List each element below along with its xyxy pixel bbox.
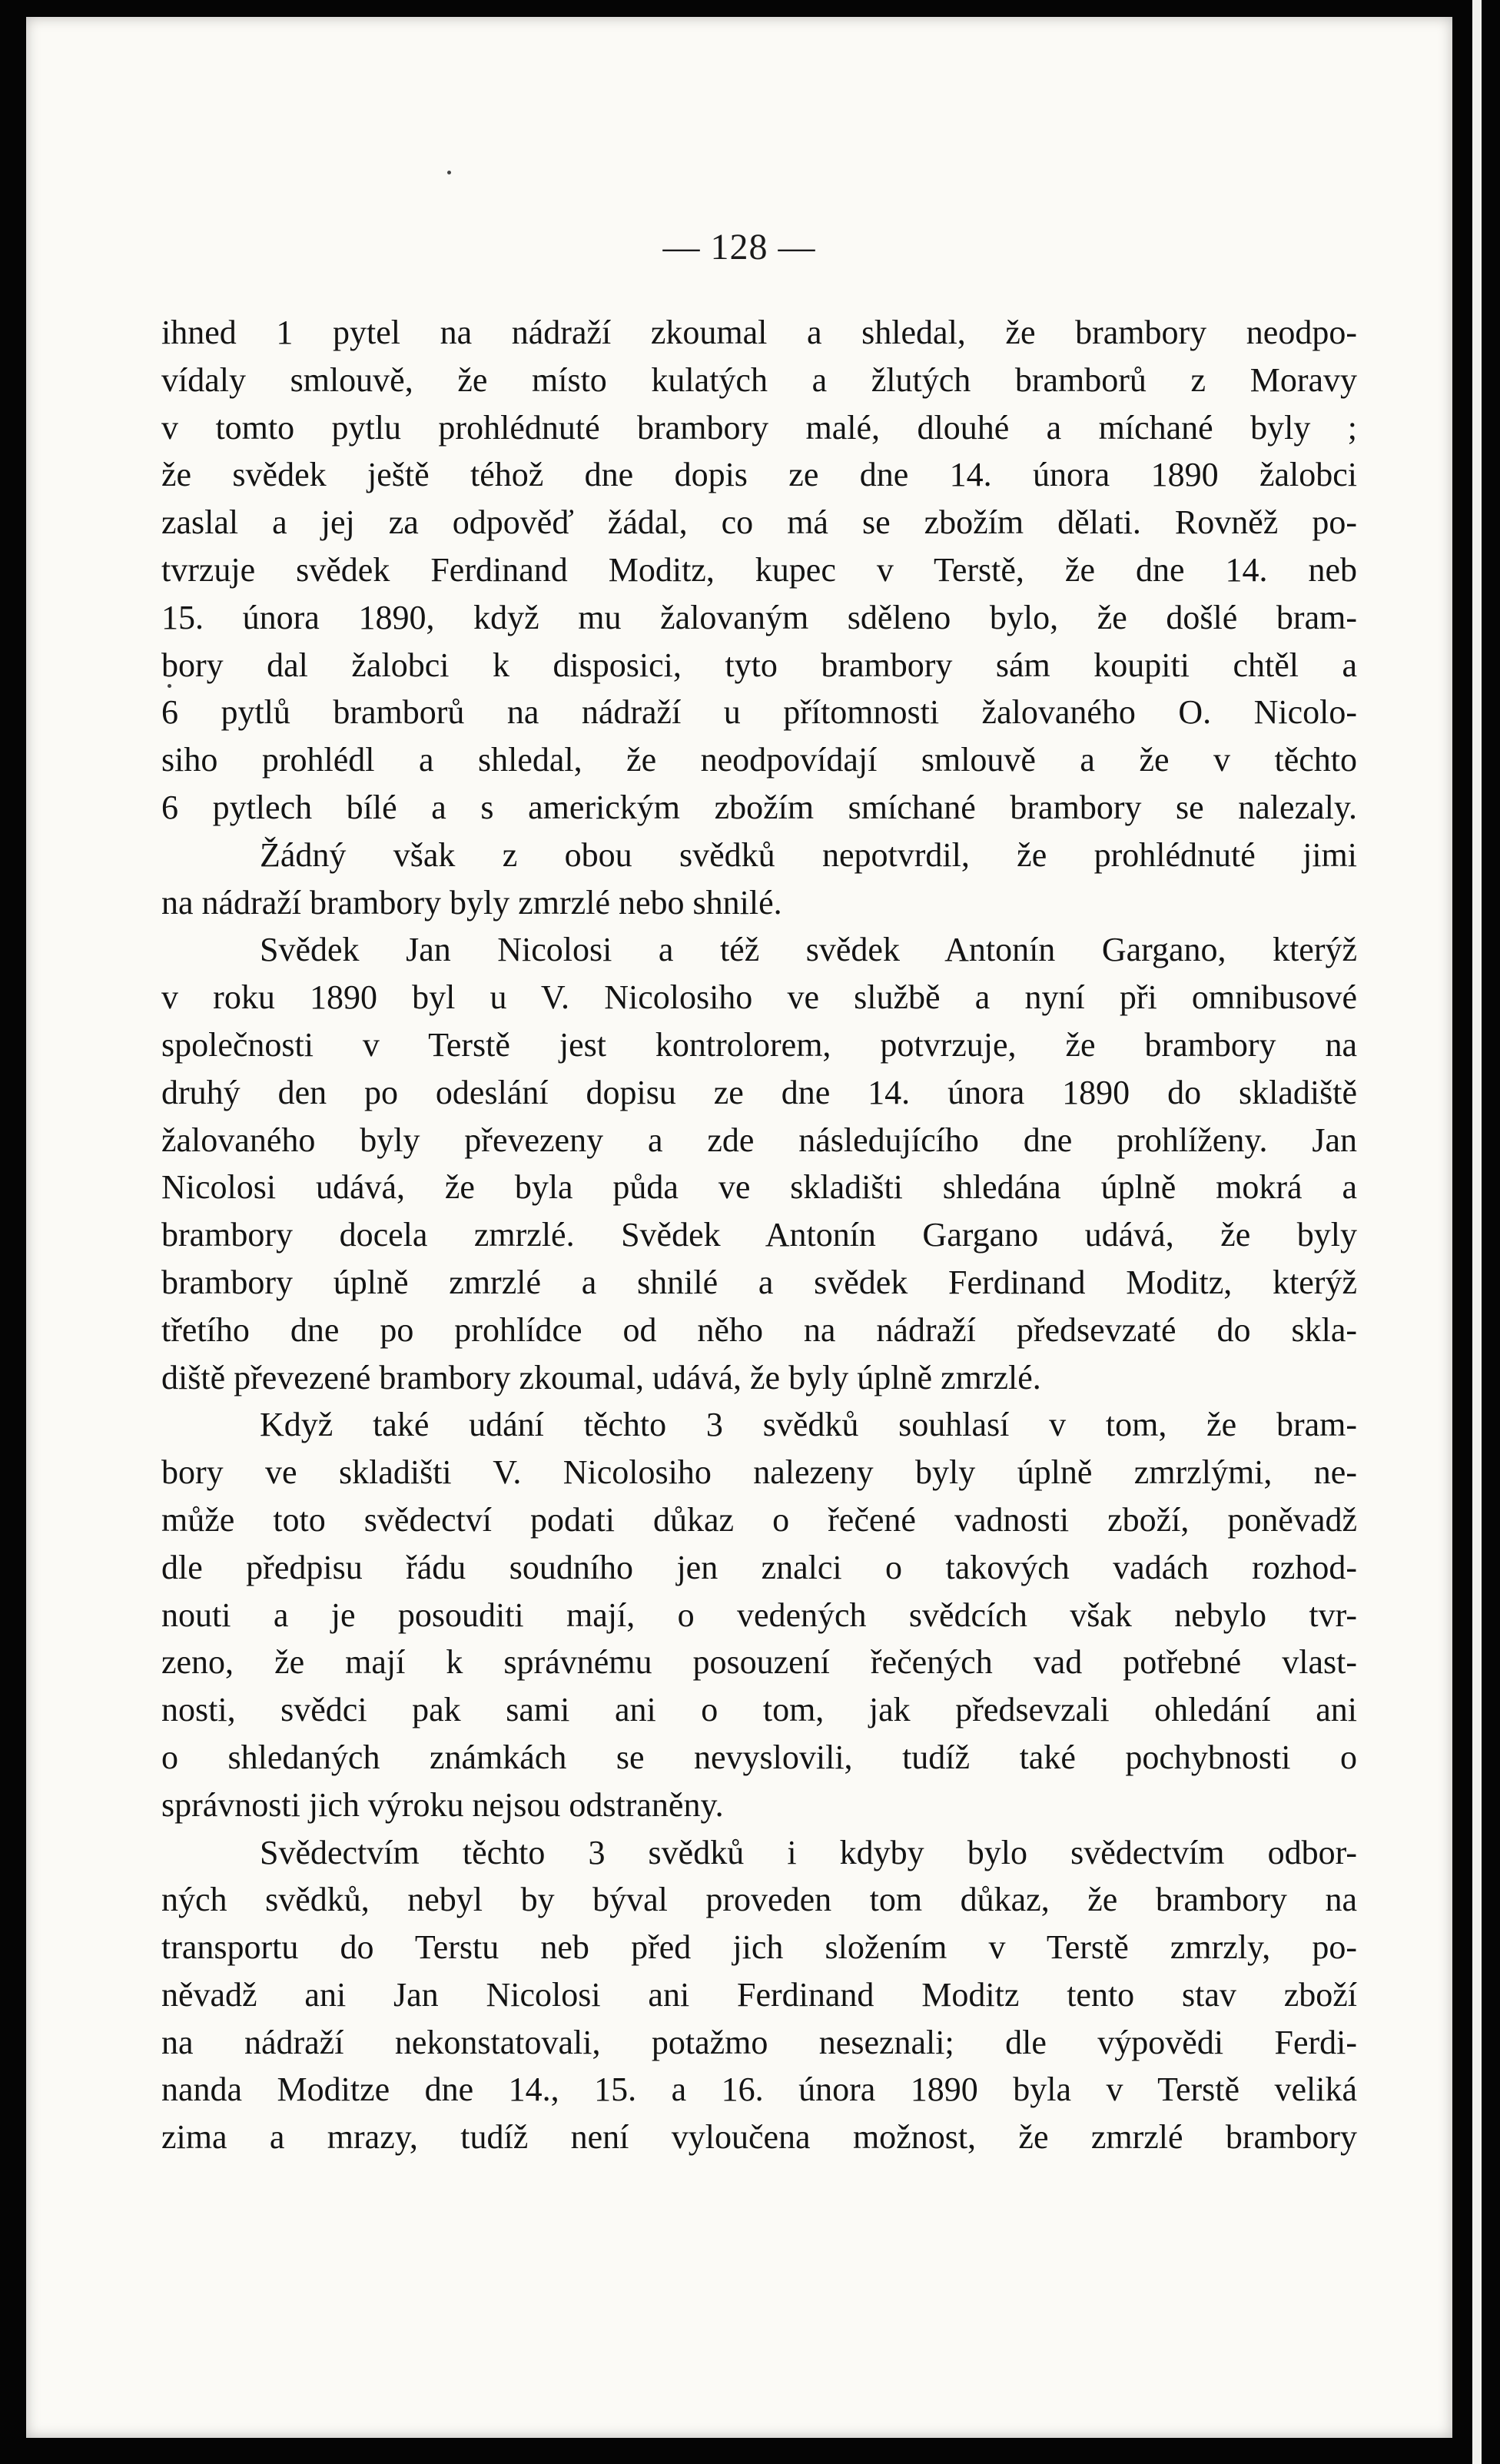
text-line: na nádraží brambory byly zmrzlé nebo shnilé. <box>161 883 782 922</box>
text-line: zaslal a jej za odpověď žádal, co má se zbožím dělati. Rovněž po- <box>161 503 1357 542</box>
text-line: siho prohlédl a shledal, že neodpovídají smlouvě a že v těchto <box>161 741 1357 779</box>
text-line: o shledaných známkách se nevyslovili, tudíž také pochybnosti o <box>161 1738 1357 1776</box>
text-line: ných svědků, nebyl by býval proveden tom důkaz, že brambory na <box>161 1881 1357 1919</box>
text-line: druhý den po odeslání dopisu ze dne 14. února 1890 do skladiště <box>161 1073 1357 1111</box>
text-line: ihned 1 pytel na nádraží zkoumal a shledal, že brambory neodpo- <box>161 314 1357 351</box>
text-line: bory dal žalobci k disposici, tyto brambory sám koupiti chtěl a <box>161 646 1357 684</box>
text-line: bory ve skladišti V. Nicolosiho nalezeny byly úplně zmrzlými, ne- <box>161 1453 1357 1492</box>
text-line: v roku 1890 byl u V. Nicolosiho ve službě a nyní při omnibusové <box>161 978 1357 1017</box>
text-line: brambory úplně zmrzlé a shnilé a svědek Ferdinand Moditz, kterýž <box>161 1263 1357 1301</box>
text-line: Nicolosi udává, že byla půda ve skladišti shledána úplně mokrá a <box>161 1168 1357 1207</box>
text-line: transportu do Terstu neb před jich složením v Terstě zmrzly, po- <box>161 1928 1357 1967</box>
text-line: zeno, že mají k správnému posouzení řečených vad potřebné vlast- <box>161 1643 1357 1682</box>
page-number: — 128 — <box>662 227 816 267</box>
print-speck <box>447 171 451 174</box>
body-text <box>161 309 1357 2161</box>
text-line: 15. února 1890, když mu žalovaným sděleno bylo, že došlé bram- <box>161 598 1357 636</box>
text-line: diště převezené brambory zkoumal, udává, že byly úplně zmrzlé. <box>161 1358 1041 1396</box>
text-line: nouti a je posouditi mají, o vedených svědcích však nebylo tvr- <box>161 1596 1357 1634</box>
text-line: správnosti jich výroku nejsou odstraněny. <box>161 1785 724 1824</box>
text-line: Svědectvím těchto 3 svědků i kdyby bylo svědectvím odbor- <box>260 1833 1357 1871</box>
text-line: může toto svědectví podati důkaz o řečené vadnosti zboží, poněvadž <box>161 1500 1357 1539</box>
text-line: vídaly smlouvě, že místo kulatých a žlutých bramborů z Moravy <box>161 360 1357 399</box>
text-line: 6 pytlů bramborů na nádraží u přítomnosti žalovaného O. Nicolo- <box>161 693 1357 732</box>
text-line: Když také udání těchto 3 svědků souhlasí v tom, že bram- <box>260 1406 1357 1444</box>
text-line: Svědek Jan Nicolosi a též svědek Antonín Gargano, kterýž <box>260 931 1357 969</box>
text-line: třetího dne po prohlídce od něho na nádraží předsevzaté do skla- <box>161 1310 1357 1349</box>
text-line: že svědek ještě téhož dne dopis ze dne 14. února 1890 žalobci <box>161 456 1357 494</box>
text-line: tvrzuje svědek Ferdinand Moditz, kupec v Terstě, že dne 14. neb <box>161 550 1357 589</box>
text-line: 6 pytlech bílé a s americkým zbožím smíchané brambory se nalezaly. <box>161 788 1357 826</box>
text-line: žalovaného byly převezeny a zde následujícího dne prohlíženy. Jan <box>161 1121 1357 1159</box>
text-line: nanda Moditze dne 14., 15. a 16. února 1890 byla v Terstě veliká <box>161 2070 1357 2109</box>
text-line: dle předpisu řádu soudního jen znalci o takových vadách rozhod- <box>161 1548 1357 1586</box>
text-line: společnosti v Terstě jest kontrolorem, potvrzuje, že brambory na <box>161 1025 1357 1064</box>
text-line: Žádný však z obou svědků nepotvrdil, že prohlédnuté jimi <box>260 835 1357 874</box>
text-line: na nádraží nekonstatovali, potažmo neseznali; dle výpovědi Ferdi- <box>161 2023 1357 2061</box>
text-line: nosti, svědci pak sami ani o tom, jak předsevzali ohledání ani <box>161 1691 1357 1729</box>
page-edge <box>1472 0 1482 2464</box>
text-line: zima a mrazy, tudíž není vyloučena možnost, že zmrzlé brambory <box>161 2118 1357 2157</box>
text-line: něvadž ani Jan Nicolosi ani Ferdinand Moditz tento stav zboží <box>161 1975 1357 2014</box>
text-line: brambory docela zmrzlé. Svědek Antonín Gargano udává, že byly <box>161 1216 1357 1254</box>
text-line: v tomto pytlu prohlédnuté brambory malé, dlouhé a míchané byly ; <box>161 408 1357 447</box>
